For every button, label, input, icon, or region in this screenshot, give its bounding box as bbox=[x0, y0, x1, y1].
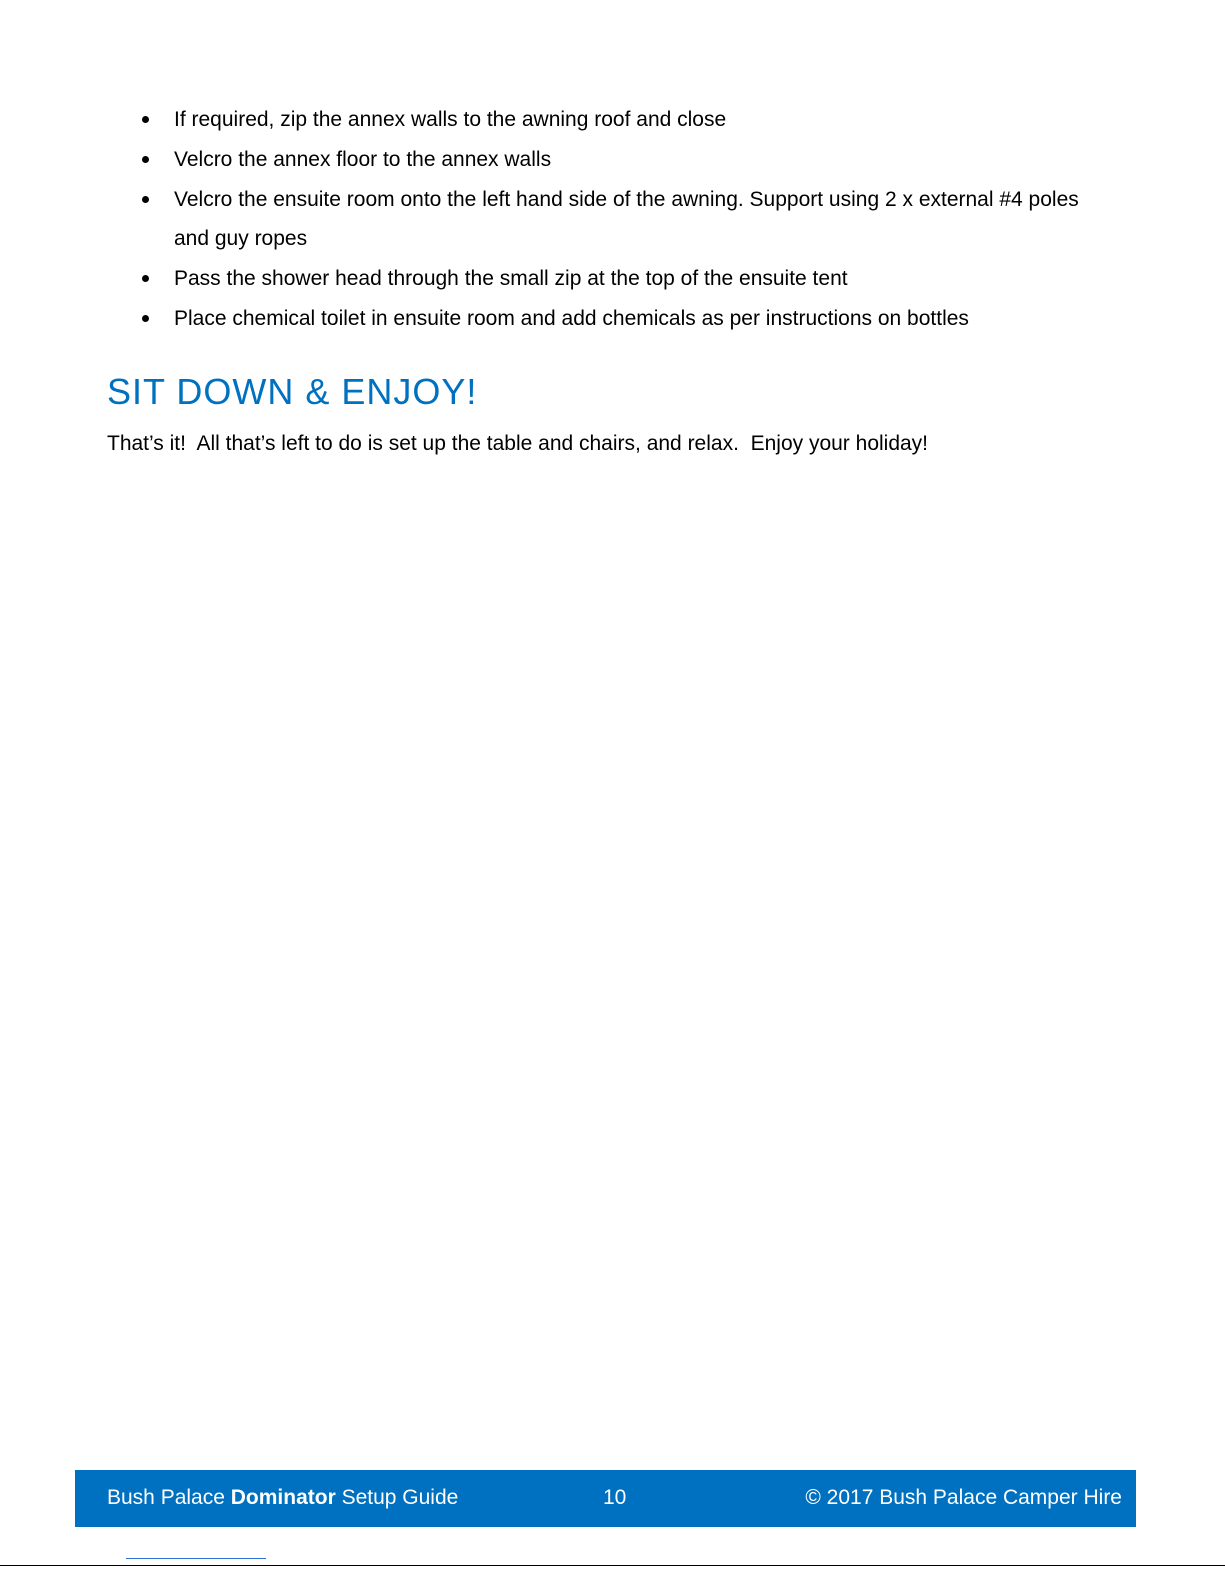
list-item bbox=[138, 180, 1118, 258]
footer-title-product: Dominator bbox=[230, 1486, 336, 1509]
list-item-text: Velcro the ensuite room onto the left hand side of the awning. Support using 2 x external #4 poles and guy ropes bbox=[174, 188, 1079, 250]
list-item bbox=[138, 259, 1118, 298]
bullet-icon bbox=[142, 315, 149, 322]
list-item bbox=[138, 100, 1118, 139]
list-item-text: Pass the shower head through the small zip at the top of the ensuite tent bbox=[174, 267, 848, 290]
list-item-text: If required, zip the annex walls to the awning roof and close bbox=[174, 108, 727, 131]
page-bottom-rule bbox=[0, 1565, 1225, 1566]
list-item-text: Velcro the annex floor to the annex walls bbox=[174, 148, 552, 171]
bullet-icon bbox=[142, 116, 149, 123]
link-underline bbox=[126, 1558, 266, 1559]
copyright: © 2017 Bush Palace Camper Hire bbox=[805, 1486, 1122, 1509]
footer-title-prefix: Bush Palace bbox=[107, 1486, 231, 1509]
list-item-text: Place chemical toilet in ensuite room and add chemicals as per instructions on bottles bbox=[174, 307, 969, 330]
body-paragraph: That’s it! All that’s left to do is set up the table and chairs, and relax. Enjoy your holiday! bbox=[107, 432, 929, 455]
page-number: 10 bbox=[603, 1486, 627, 1509]
footer-title bbox=[107, 1486, 458, 1510]
bullet-icon bbox=[142, 196, 149, 203]
bullet-icon bbox=[142, 275, 149, 282]
list-item bbox=[138, 140, 1118, 179]
page-footer bbox=[75, 1470, 1136, 1527]
instruction-list bbox=[138, 100, 1118, 339]
footer-title-suffix: Setup Guide bbox=[335, 1486, 459, 1509]
list-item bbox=[138, 299, 1118, 338]
bullet-icon bbox=[142, 156, 149, 163]
section-heading: SIT DOWN & ENJOY! bbox=[107, 371, 478, 412]
